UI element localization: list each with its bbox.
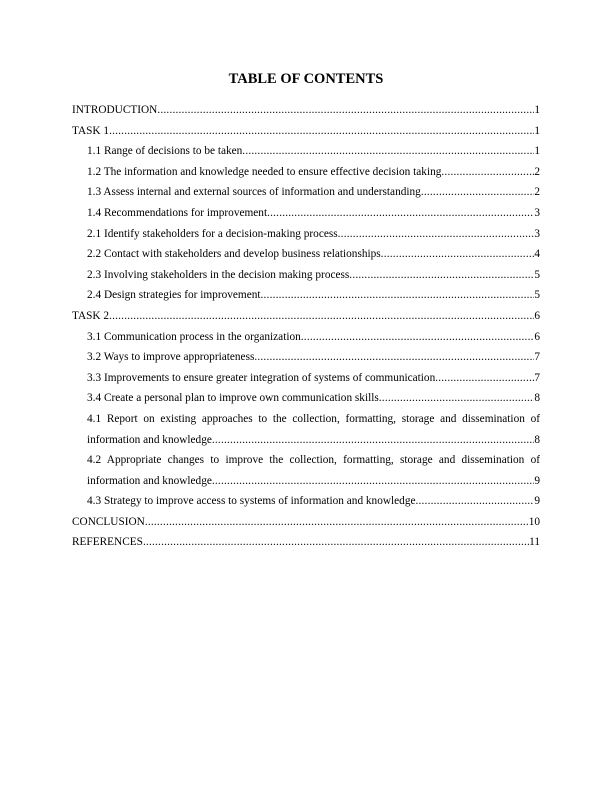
toc-title: TABLE OF CONTENTS	[228, 71, 384, 87]
toc-entry-conclusion[interactable]	[72, 512, 540, 533]
toc-entry-label: CONCLUSION	[72, 515, 145, 528]
toc-entry-label: 2.2 Contact with stakeholders and develop business relationships	[87, 248, 381, 261]
toc-page-number: 9	[534, 474, 540, 487]
toc-entry-4-2[interactable]	[72, 450, 540, 491]
toc-entry-3-1[interactable]	[72, 327, 540, 348]
toc-page-number: 8	[534, 433, 540, 446]
toc-entry-introduction[interactable]	[72, 100, 540, 121]
dot-leader	[349, 265, 534, 286]
toc-page-number: 3	[534, 227, 540, 240]
toc-entry-label: 1.3 Assess internal and external sources of information and understanding	[87, 186, 421, 199]
toc-page-number: 1	[534, 104, 540, 116]
dot-leader	[441, 162, 534, 183]
toc-page-number: 9	[534, 495, 540, 508]
toc-entry-1-3[interactable]	[72, 182, 540, 203]
toc-page-number: 6	[534, 330, 540, 343]
dot-leader	[145, 512, 529, 533]
toc-entry-label: 2.1 Identify stakeholders for a decision-making process	[87, 227, 338, 240]
dot-leader	[157, 100, 534, 121]
dot-leader	[143, 532, 529, 553]
toc-page-number: 7	[534, 371, 540, 384]
toc-entry-label: INTRODUCTION	[72, 104, 158, 116]
toc-entry-task-2[interactable]	[72, 306, 540, 327]
toc-entry-label: information and knowledge	[87, 433, 212, 446]
toc-entry-2-3[interactable]	[72, 265, 540, 286]
dot-leader	[267, 203, 534, 224]
toc-entry-3-4[interactable]	[72, 388, 540, 409]
dot-leader	[415, 491, 534, 512]
toc-entry-1-2[interactable]	[72, 162, 540, 183]
toc-entry-label: TASK 2	[72, 309, 110, 322]
toc-entry-label: 3.3 Improvements to ensure greater integration of systems of communication	[87, 371, 436, 384]
toc-page-number: 11	[529, 536, 540, 549]
toc-page-number: 2	[534, 186, 540, 199]
toc-entry-3-3[interactable]	[72, 368, 540, 389]
toc-page-number: 5	[534, 289, 540, 302]
dot-leader	[212, 430, 534, 451]
toc-entry-label-line1: 4.2 Appropriate changes to improve the collection, formatting, storage and dissemination of	[87, 454, 540, 467]
dot-leader	[338, 224, 535, 245]
dot-leader	[435, 368, 534, 389]
toc-entry-label: 1.4 Recommendations for improvement	[87, 206, 268, 219]
toc-page-number: 1	[534, 124, 540, 137]
dot-leader	[379, 388, 535, 409]
toc-entry-label: 3.4 Create a personal plan to improve own communication skills	[87, 392, 379, 405]
toc-entry-label: 1.2 The information and knowledge needed to ensure effective decision taking	[87, 165, 442, 178]
toc-entry-label: REFERENCES	[72, 536, 143, 549]
toc-entry-label: TASK 1	[72, 124, 110, 137]
toc-entry-references[interactable]	[72, 532, 540, 553]
toc-page-number: 10	[528, 515, 540, 528]
toc-entry-3-2[interactable]	[72, 347, 540, 368]
toc-page-number: 6	[534, 309, 540, 322]
toc-entry-label: 1.1 Range of decisions to be taken	[87, 145, 243, 158]
toc-entry-4-3[interactable]	[72, 491, 540, 512]
toc-page-number: 2	[534, 165, 540, 178]
dot-leader	[242, 141, 534, 162]
toc-entry-label: 4.3 Strategy to improve access to systems of information and knowledge	[87, 495, 416, 508]
toc-entry-2-2[interactable]	[72, 244, 540, 265]
dot-leader	[109, 306, 534, 327]
toc-entry-2-4[interactable]	[72, 285, 540, 306]
toc-list	[72, 100, 540, 553]
toc-entry-4-1[interactable]	[72, 409, 540, 450]
dot-leader	[381, 244, 535, 265]
toc-page-number: 1	[534, 145, 540, 158]
toc-entry-label-line1: 4.1 Report on existing approaches to the collection, formatting, storage and dissemination of	[87, 412, 540, 425]
toc-entry-2-1[interactable]	[72, 224, 540, 245]
toc-entry-task-1[interactable]	[72, 121, 540, 142]
toc-page-number: 4	[534, 248, 540, 261]
dot-leader	[421, 182, 535, 203]
toc-entry-1-1[interactable]	[72, 141, 540, 162]
toc-page-number: 3	[534, 206, 540, 219]
toc-entry-label: 2.4 Design strategies for improvement	[87, 289, 261, 302]
toc-entry-1-4[interactable]	[72, 203, 540, 224]
dot-leader	[301, 327, 535, 348]
toc-entry-label: 3.2 Ways to improve appropriateness	[87, 351, 255, 364]
toc-page-number: 7	[534, 351, 540, 364]
dot-leader	[254, 347, 534, 368]
toc-page-number: 8	[534, 392, 540, 405]
toc-entry-label: information and knowledge	[87, 474, 212, 487]
toc-entry-label: 2.3 Involving stakeholders in the decision making process	[87, 268, 350, 281]
dot-leader	[212, 471, 534, 492]
toc-entry-label: 3.1 Communication process in the organization	[87, 330, 301, 343]
dot-leader	[261, 285, 535, 306]
dot-leader	[109, 121, 534, 142]
toc-page-number: 5	[534, 268, 540, 281]
